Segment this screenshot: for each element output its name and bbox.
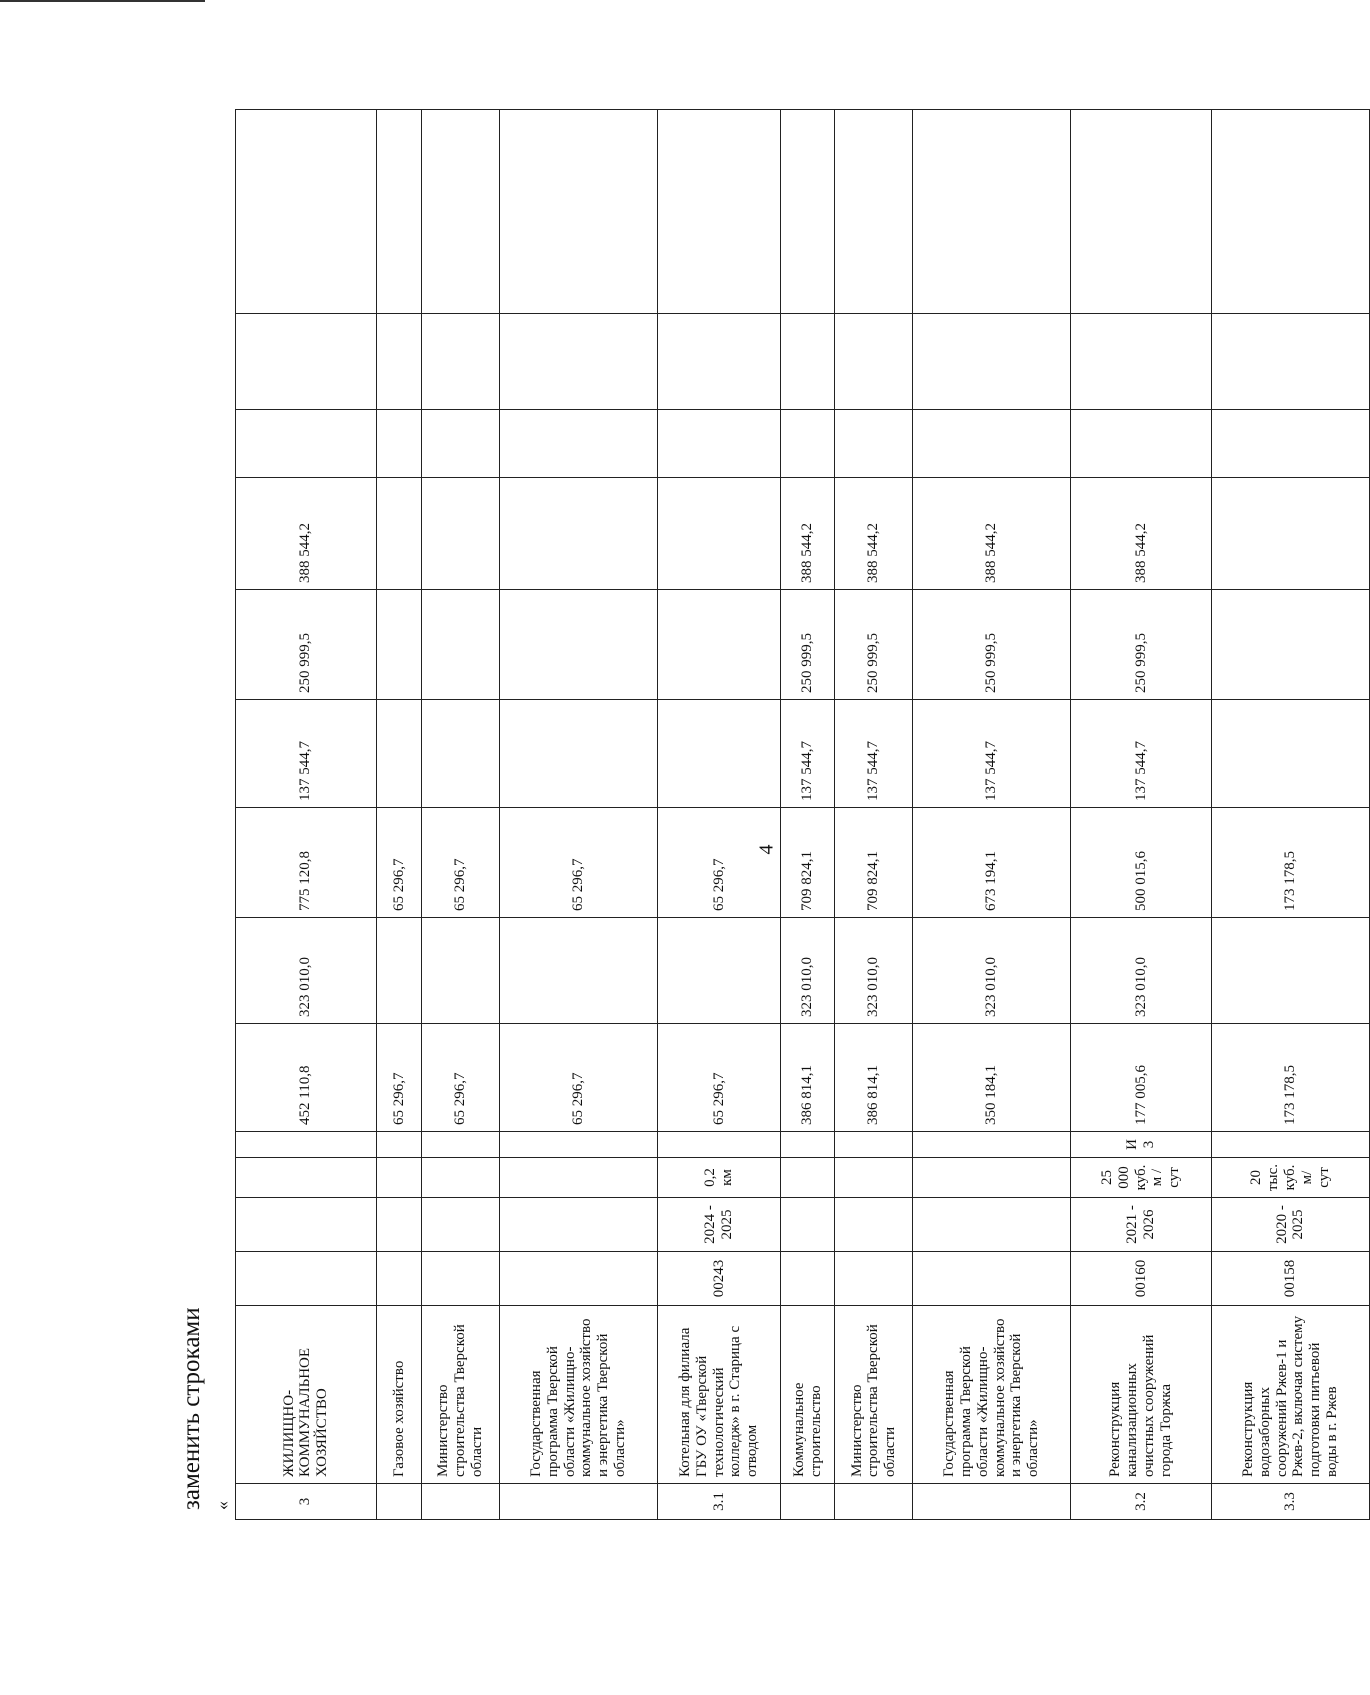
cell-object-name: Котельная для филиала ГБУ ОУ «Тверской технологический колледж» в г. Старица с отводом: [657, 1306, 780, 1484]
cell-code: [1211, 1132, 1369, 1158]
cell-value-5: 250 999,5: [835, 590, 913, 700]
cell-code: [913, 1132, 1071, 1158]
cell-value-4: [499, 700, 657, 808]
cell-period: 2020 - 2025: [1211, 1198, 1369, 1252]
cell-object-name: Реконструкция канализационных очистных сооружений города Торжка: [1071, 1306, 1212, 1484]
cell-period: [376, 1198, 422, 1252]
cell-value-6: [376, 478, 422, 590]
cell-value-3: 673 194,1: [913, 808, 1071, 918]
table-row: [781, 110, 835, 1520]
table-row: [913, 110, 1071, 1520]
cell-value-6: [1211, 478, 1369, 590]
cell-extra-2: [913, 314, 1071, 410]
cell-value-3: 65 296,7: [657, 808, 780, 918]
cell-object-name: Министерство строительства Тверской области: [835, 1306, 913, 1484]
intro-text: заменить строками: [178, 1307, 205, 1510]
cell-value-3: 709 824,1: [835, 808, 913, 918]
cell-row-number: [376, 1484, 422, 1520]
cell-code: [236, 1132, 377, 1158]
cell-extra-2: [1071, 314, 1212, 410]
cell-row-number: [913, 1484, 1071, 1520]
cell-extra-1: [657, 410, 780, 478]
cell-extra-2: [422, 314, 500, 410]
cell-extra-3: [236, 110, 377, 314]
cell-value-5: 250 999,5: [913, 590, 1071, 700]
table-row: [499, 110, 657, 1520]
investment-table: [235, 109, 1370, 1520]
cell-object-code: 00243: [657, 1252, 780, 1306]
opening-quote: «: [212, 1501, 232, 1510]
cell-object-code: [236, 1252, 377, 1306]
cell-capacity: [376, 1158, 422, 1198]
cell-value-2: [499, 918, 657, 1024]
cell-period: [499, 1198, 657, 1252]
cell-period: [835, 1198, 913, 1252]
cell-capacity: [913, 1158, 1071, 1198]
cell-row-number: [499, 1484, 657, 1520]
cell-period: [913, 1198, 1071, 1252]
table-row: [236, 110, 377, 1520]
cell-value-4: 137 544,7: [1071, 700, 1212, 808]
cell-value-2: 323 010,0: [835, 918, 913, 1024]
cell-capacity: [835, 1158, 913, 1198]
cell-extra-3: [781, 110, 835, 314]
cell-capacity: [236, 1158, 377, 1198]
cell-code: [835, 1132, 913, 1158]
cell-period: [236, 1198, 377, 1252]
table-row: [422, 110, 500, 1520]
cell-row-number: [422, 1484, 500, 1520]
cell-capacity: 0,2 км: [657, 1158, 780, 1198]
cell-row-number: [835, 1484, 913, 1520]
cell-value-4: 137 544,7: [835, 700, 913, 808]
cell-value-5: 250 999,5: [236, 590, 377, 700]
cell-extra-3: [1211, 110, 1369, 314]
cell-value-2: 323 010,0: [1071, 918, 1212, 1024]
cell-total: 350 184,1: [913, 1024, 1071, 1132]
cell-value-3: 709 824,1: [781, 808, 835, 918]
cell-total: 65 296,7: [376, 1024, 422, 1132]
cell-extra-2: [499, 314, 657, 410]
cell-period: 2024 - 2025: [657, 1198, 780, 1252]
cell-object-name: Государственная программа Тверской области «Жилищно-коммунальное хозяйство и энергетика Тверской области»: [913, 1306, 1071, 1484]
cell-value-2: 323 010,0: [236, 918, 377, 1024]
cell-extra-2: [781, 314, 835, 410]
cell-value-6: 388 544,2: [913, 478, 1071, 590]
cell-object-code: [376, 1252, 422, 1306]
cell-capacity: 20 тыс. куб. м/ сут: [1211, 1158, 1369, 1198]
table-row: [657, 110, 780, 1520]
cell-value-5: 250 999,5: [1071, 590, 1212, 700]
cell-object-name: ЖИЛИЩНО-КОММУНАЛЬНОЕ ХОЗЯЙСТВО: [236, 1306, 377, 1484]
cell-value-6: 388 544,2: [835, 478, 913, 590]
cell-extra-2: [657, 314, 780, 410]
cell-value-2: [1211, 918, 1369, 1024]
cell-capacity: 25 000 куб. м / сут: [1071, 1158, 1212, 1198]
cell-value-5: [657, 590, 780, 700]
cell-row-number: [781, 1484, 835, 1520]
cell-value-4: 137 544,7: [236, 700, 377, 808]
cell-capacity: [499, 1158, 657, 1198]
cell-row-number: 3.1: [657, 1484, 780, 1520]
scan-mark-top: [0, 0, 205, 2]
cell-total: 386 814,1: [781, 1024, 835, 1132]
cell-object-name: Реконструкция водозаборных сооружений Ржев-1 и Ржев-2, включая систему подготовки питьевой воды в г. Ржев: [1211, 1306, 1369, 1484]
cell-extra-3: [835, 110, 913, 314]
cell-value-2: 323 010,0: [913, 918, 1071, 1024]
cell-value-4: [657, 700, 780, 808]
cell-value-3: 500 015,6: [1071, 808, 1212, 918]
cell-extra-1: [913, 410, 1071, 478]
cell-value-5: 250 999,5: [781, 590, 835, 700]
cell-value-3: 65 296,7: [422, 808, 500, 918]
cell-extra-1: [236, 410, 377, 478]
cell-total: 177 005,6: [1071, 1024, 1212, 1132]
cell-code: [781, 1132, 835, 1158]
cell-value-3: 775 120,8: [236, 808, 377, 918]
table-row: [376, 110, 422, 1520]
cell-total: 65 296,7: [499, 1024, 657, 1132]
cell-extra-1: [499, 410, 657, 478]
cell-object-code: [913, 1252, 1071, 1306]
cell-value-6: [422, 478, 500, 590]
table-row: [1071, 110, 1212, 1520]
cell-period: [781, 1198, 835, 1252]
cell-code: [657, 1132, 780, 1158]
cell-object-code: [781, 1252, 835, 1306]
cell-extra-3: [422, 110, 500, 314]
cell-value-6: 388 544,2: [236, 478, 377, 590]
cell-code: [376, 1132, 422, 1158]
cell-object-code: 00160: [1071, 1252, 1212, 1306]
cell-code: И 3: [1071, 1132, 1212, 1158]
table-row: [1211, 110, 1369, 1520]
cell-value-6: 388 544,2: [1071, 478, 1212, 590]
cell-value-2: [657, 918, 780, 1024]
cell-total: 452 110,8: [236, 1024, 377, 1132]
cell-extra-1: [835, 410, 913, 478]
cell-extra-3: [1071, 110, 1212, 314]
cell-code: [499, 1132, 657, 1158]
cell-value-4: [1211, 700, 1369, 808]
investment-table-container: [235, 110, 1370, 1520]
cell-extra-3: [657, 110, 780, 314]
cell-extra-2: [376, 314, 422, 410]
cell-value-4: [422, 700, 500, 808]
cell-value-5: [376, 590, 422, 700]
cell-extra-1: [1211, 410, 1369, 478]
cell-object-name: Государственная программа Тверской области «Жилищно-коммунальное хозяйство и энергетика Тверской области»: [499, 1306, 657, 1484]
cell-row-number: 3.3: [1211, 1484, 1369, 1520]
cell-extra-1: [422, 410, 500, 478]
cell-value-6: 388 544,2: [781, 478, 835, 590]
cell-value-3: 65 296,7: [499, 808, 657, 918]
cell-object-code: [422, 1252, 500, 1306]
cell-row-number: 3: [236, 1484, 377, 1520]
cell-value-2: [376, 918, 422, 1024]
cell-capacity: [422, 1158, 500, 1198]
cell-value-4: 137 544,7: [913, 700, 1071, 808]
cell-capacity: [781, 1158, 835, 1198]
cell-extra-2: [835, 314, 913, 410]
cell-object-code: [835, 1252, 913, 1306]
cell-period: [422, 1198, 500, 1252]
cell-value-4: [376, 700, 422, 808]
table-row: [835, 110, 913, 1520]
cell-object-name: Газовое хозяйство: [376, 1306, 422, 1484]
cell-row-number: 3.2: [1071, 1484, 1212, 1520]
cell-value-5: [1211, 590, 1369, 700]
cell-extra-1: [1071, 410, 1212, 478]
cell-total: 65 296,7: [422, 1024, 500, 1132]
cell-value-3: 65 296,7: [376, 808, 422, 918]
cell-value-6: [657, 478, 780, 590]
cell-extra-1: [376, 410, 422, 478]
cell-value-5: [422, 590, 500, 700]
cell-code: [422, 1132, 500, 1158]
cell-value-5: [499, 590, 657, 700]
cell-value-2: [422, 918, 500, 1024]
cell-value-6: [499, 478, 657, 590]
cell-total: 65 296,7: [657, 1024, 780, 1132]
cell-total: 386 814,1: [835, 1024, 913, 1132]
cell-extra-3: [499, 110, 657, 314]
cell-extra-2: [1211, 314, 1369, 410]
cell-extra-3: [913, 110, 1071, 314]
cell-extra-2: [236, 314, 377, 410]
cell-object-code: 00158: [1211, 1252, 1369, 1306]
cell-object-code: [499, 1252, 657, 1306]
cell-total: 173 178,5: [1211, 1024, 1369, 1132]
cell-value-3: 173 178,5: [1211, 808, 1369, 918]
table-body: [236, 110, 1370, 1520]
page-number: 4: [755, 844, 778, 855]
cell-extra-3: [376, 110, 422, 314]
cell-value-2: 323 010,0: [781, 918, 835, 1024]
cell-value-4: 137 544,7: [781, 700, 835, 808]
cell-extra-1: [781, 410, 835, 478]
cell-period: 2021 - 2026: [1071, 1198, 1212, 1252]
cell-object-name: Министерство строительства Тверской области: [422, 1306, 500, 1484]
cell-object-name: Коммунальное строительство: [781, 1306, 835, 1484]
